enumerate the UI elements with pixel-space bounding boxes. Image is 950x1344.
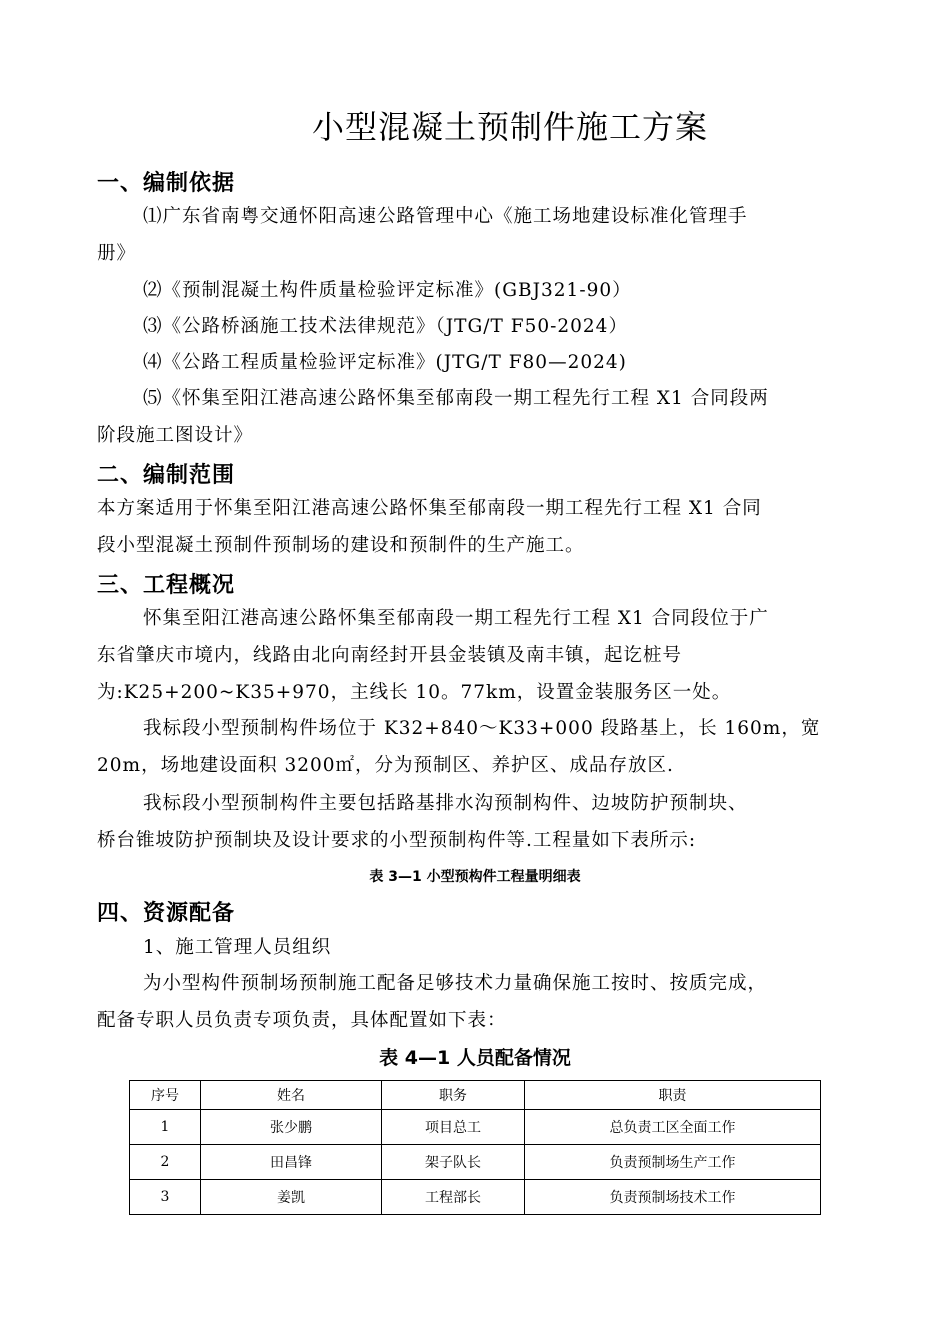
table-header-cell: 序号 xyxy=(130,1081,201,1110)
table-cell: 张少鹏 xyxy=(201,1110,382,1145)
overview-p3-line-1: 我标段小型预制构件主要包括路基排水沟预制构件、边坡防护预制块、 xyxy=(143,793,748,814)
basis-item-3: ⑶《公路桥涵施工技术法律规范》（JTG/T F50-2024） xyxy=(143,316,628,337)
table-cell: 1 xyxy=(130,1110,201,1145)
section-heading-basis: 一、编制依据 xyxy=(97,171,236,196)
table-cell: 架子队长 xyxy=(382,1145,525,1180)
table-cell: 田昌锋 xyxy=(201,1145,382,1180)
table-header-cell: 职责 xyxy=(525,1081,821,1110)
table-header-cell: 姓名 xyxy=(201,1081,382,1110)
section-heading-overview: 三、工程概况 xyxy=(97,573,236,598)
table-cell: 姜凯 xyxy=(201,1180,382,1215)
overview-p3-line-2: 桥台锥坡防护预制块及设计要求的小型预制构件等.工程量如下表所示: xyxy=(97,830,697,851)
resources-p1-line-2: 配备专职人员负责专项负责，具体配置如下表： xyxy=(97,1010,507,1031)
resources-subheading-1: 1、施工管理人员组织 xyxy=(143,937,332,958)
basis-item-5: ⑸《怀集至阳江港高速公路怀集至郁南段一期工程先行工程 X1 合同段两 xyxy=(143,388,769,409)
section-heading-scope: 二、编制范围 xyxy=(97,463,236,488)
overview-p2-line-2: 20m，场地建设面积 3200㎡，分为预制区、养护区、成品存放区. xyxy=(97,755,674,776)
table-cell: 2 xyxy=(130,1145,201,1180)
basis-item-4: ⑷《公路工程质量检验评定标准》(JTG/T F80—2024) xyxy=(143,352,627,373)
table-row xyxy=(130,1180,821,1215)
document-title: 小型混凝土预制件施工方案 xyxy=(311,108,708,146)
table-header-row xyxy=(130,1081,821,1110)
overview-p1-line-1: 怀集至阳江港高速公路怀集至郁南段一期工程先行工程 X1 合同段位于广 xyxy=(143,608,769,629)
basis-item-1-cont: 册》 xyxy=(97,243,137,264)
basis-item-5-cont: 阶段施工图设计》 xyxy=(97,425,254,446)
overview-p1-line-3: 为:K25+200~K35+970，主线长 10。77km，设置金装服务区一处。 xyxy=(97,682,732,703)
table-cell: 项目总工 xyxy=(382,1110,525,1145)
section-heading-resources: 四、资源配备 xyxy=(97,901,236,926)
basis-item-2: ⑵《预制混凝土构件质量检验评定标准》(GBJ321-90） xyxy=(143,280,632,301)
table-row xyxy=(130,1145,821,1180)
table-cell: 3 xyxy=(130,1180,201,1215)
scope-line-2: 段小型混凝土预制件预制场的建设和预制件的生产施工。 xyxy=(97,535,585,556)
overview-p1-line-2: 东省肇庆市境内，线路由北向南经封开县金装镇及南丰镇，起讫桩号 xyxy=(97,645,683,666)
staff-table-caption: 表 4—1 人员配备情况 xyxy=(379,1047,571,1069)
table-row xyxy=(130,1110,821,1145)
table-cell: 负责预制场技术工作 xyxy=(525,1180,821,1215)
table-cell: 负责预制场生产工作 xyxy=(525,1145,821,1180)
table-header-cell: 职务 xyxy=(382,1081,525,1110)
table-cell: 总负责工区全面工作 xyxy=(525,1110,821,1145)
overview-p2-line-1: 我标段小型预制构件场位于 K32+840～K33+000 段路基上，长 160m，宽 xyxy=(143,718,821,739)
resources-p1-line-1: 为小型构件预制场预制施工配备足够技术力量确保施工按时、按质完成， xyxy=(143,973,768,994)
basis-item-1: ⑴广东省南粤交通怀阳高速公路管理中心《施工场地建设标准化管理手 xyxy=(143,206,748,227)
table-cell: 工程部长 xyxy=(382,1180,525,1215)
quantity-table-caption: 表 3—1 小型预构件工程量明细表 xyxy=(369,869,581,885)
scope-line-1: 本方案适用于怀集至阳江港高速公路怀集至郁南段一期工程先行工程 X1 合同 xyxy=(97,498,762,519)
staff-table xyxy=(129,1080,821,1215)
